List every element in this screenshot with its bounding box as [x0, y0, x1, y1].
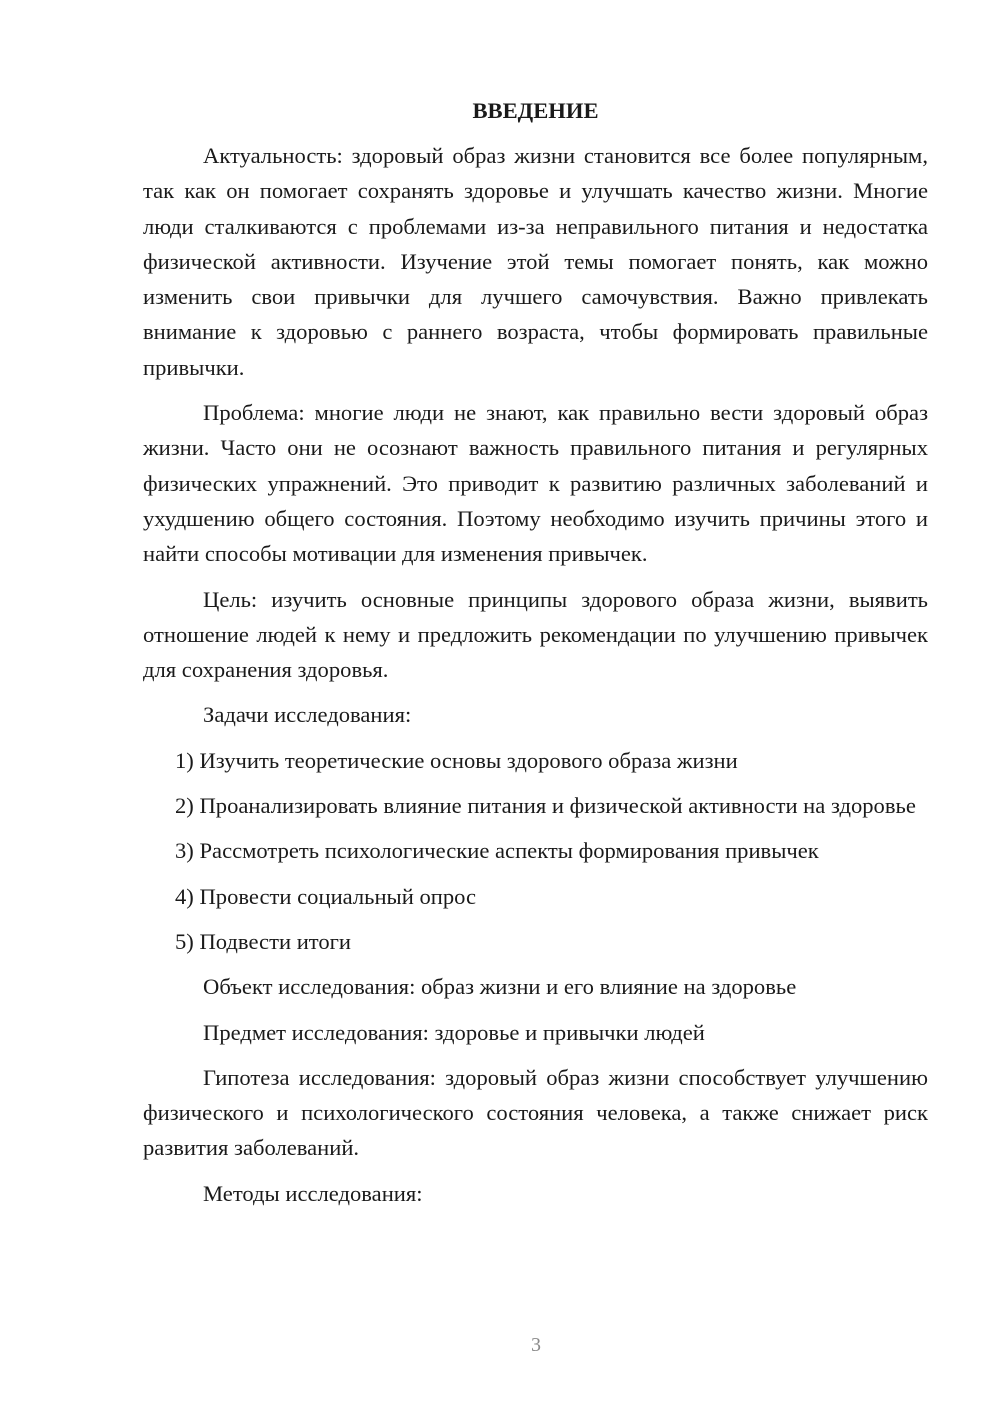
methods-heading: Методы исследования:: [203, 1180, 423, 1206]
document-body: [143, 96, 928, 1221]
task-item-3: 3) Рассмотреть психологические аспекты формирования привычек: [175, 838, 819, 864]
tasks-heading: Задачи исследования:: [203, 702, 412, 728]
page-title: ВВЕДЕНИЕ: [472, 98, 599, 123]
page-number: 3: [531, 1334, 541, 1356]
research-object: Объект исследования: образ жизни и его влияние на здоровье: [203, 974, 797, 1000]
problem-paragraph: Проблема: многие люди не знают, как правильно вести здоровый образ жизни. Часто они не осознают важность правильного питания и регулярных физических упражнений. Это приводит к развитию различных заболеваний и ухудшению общего состояния. Поэтому необходимо изучить причины этого и найти способы мотивации для изменения привычек.: [143, 400, 928, 567]
task-item-5: 5) Подвести итоги: [175, 928, 352, 954]
task-item-4: 4) Провести социальный опрос: [175, 883, 477, 909]
hypothesis-paragraph: Гипотеза исследования: здоровый образ жизни способствует улучшению физического и психологического состояния человека, а также снижает риск развития заболеваний.: [143, 1064, 928, 1161]
goal-paragraph: Цель: изучить основные принципы здорового образа жизни, выявить отношение людей к нему и предложить рекомендации по улучшению привычек для сохранения здоровья.: [143, 586, 928, 683]
research-subject: Предмет исследования: здоровье и привычки людей: [203, 1019, 705, 1045]
task-item-1: 1) Изучить теоретические основы здорового образа жизни: [175, 747, 738, 773]
task-item-2: 2) Проанализировать влияние питания и физической активности на здоровье: [175, 793, 916, 819]
relevance-paragraph: Актуальность: здоровый образ жизни становится все более популярным, так как он помогает сохранять здоровье и улучшать качество жизни. Многие люди сталкиваются с проблемами из-за неправильного питания и недостатка физической активности. Изучение этой темы помогает понять, как можно изменить свои привычки для лучшего самочувствия. Важно привлекать внимание к здоровью с раннего возраста, чтобы формировать правильные привычки.: [143, 143, 928, 380]
